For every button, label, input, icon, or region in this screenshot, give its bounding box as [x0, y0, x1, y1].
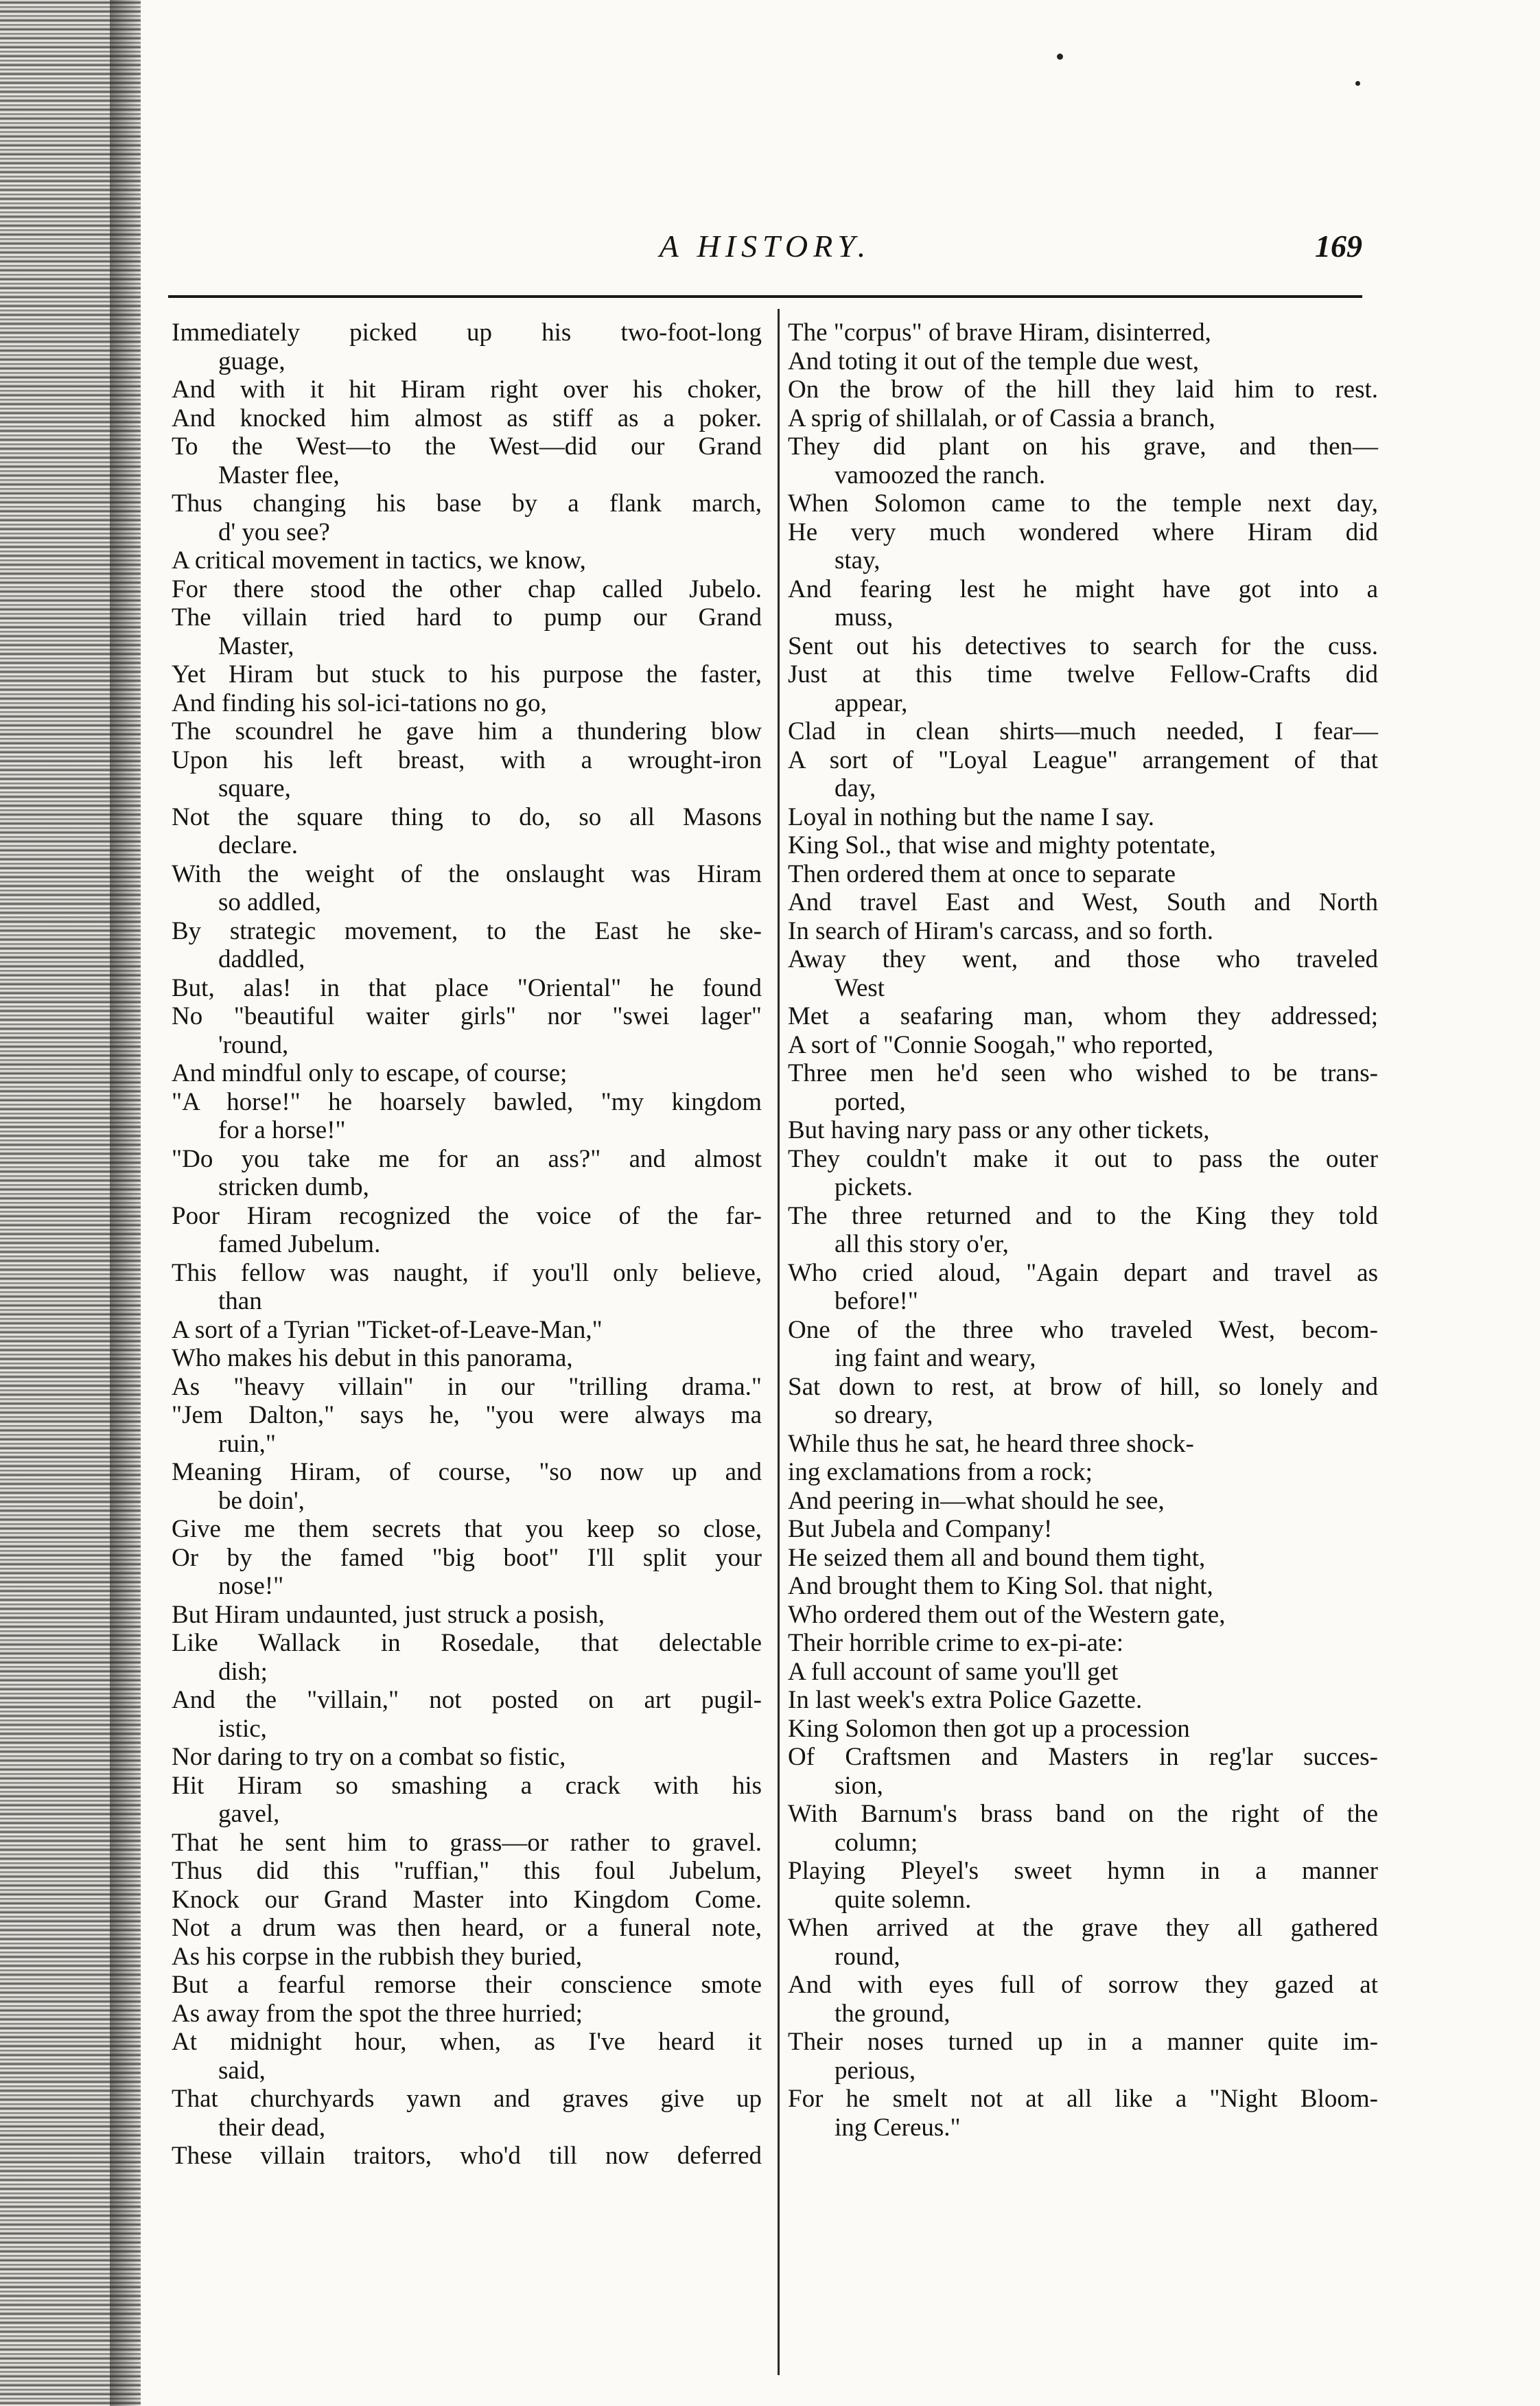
- verse-line: While thus he sat, he heard three shock-: [788, 1429, 1194, 1458]
- verse-line: At midnight hour, when, as I've heard it: [172, 2028, 762, 2056]
- verse-line: When Solomon came to the temple next day,: [788, 489, 1378, 518]
- verse-line: And mindful only to escape, of course;: [172, 1059, 568, 1087]
- verse-line: Poor Hiram recognized the voice of the far-: [172, 1201, 762, 1230]
- verse-line: Sat down to rest, at brow of hill, so lonely and: [788, 1372, 1378, 1401]
- verse-line: But Hiram undaunted, just struck a posish,: [172, 1600, 605, 1629]
- verse-line: Master flee,: [218, 461, 340, 489]
- verse-line: The villain tried hard to pump our Grand: [172, 603, 762, 632]
- page-number: 169: [1315, 229, 1362, 264]
- verse-line: For he smelt not at all like a "Night Bloom-: [788, 2085, 1378, 2113]
- verse-line: And brought them to King Sol. that night,: [788, 1572, 1213, 1600]
- verse-line: the ground,: [835, 1999, 950, 2028]
- verse-line: Nor daring to try on a combat so fistic,: [172, 1743, 566, 1771]
- verse-line: And knocked him almost as stiff as a poker.: [172, 404, 762, 432]
- verse-line: stricken dumb,: [218, 1173, 369, 1201]
- verse-line: Or by the famed "big boot" I'll split your: [172, 1543, 762, 1572]
- verse-line: Then ordered them at once to separate: [788, 859, 1176, 888]
- verse-line: column;: [835, 1828, 918, 1857]
- verse-line: Not a drum was then heard, or a funeral note,: [172, 1914, 762, 1942]
- verse-line: ruin,": [218, 1429, 276, 1458]
- verse-line: Who ordered them out of the Western gate,: [788, 1600, 1226, 1629]
- verse-line: Who cried aloud, "Again depart and travel as: [788, 1258, 1378, 1287]
- verse-line: A critical movement in tactics, we know,: [172, 546, 586, 575]
- verse-line: ing exclamations from a rock;: [788, 1458, 1093, 1486]
- verse-line: square,: [218, 774, 291, 802]
- verse-line: They did plant on his grave, and then—: [788, 432, 1378, 461]
- verse-line: This fellow was naught, if you'll only believe,: [172, 1258, 762, 1287]
- verse-line: declare.: [218, 831, 299, 859]
- verse-line: But, alas! in that place "Oriental" he found: [172, 973, 762, 1002]
- verse-line: Loyal in nothing but the name I say.: [788, 802, 1154, 831]
- verse-line: for a horse!": [218, 1116, 346, 1144]
- verse-line: For there stood the other chap called Jubelo.: [172, 575, 762, 603]
- verse-line: Meaning Hiram, of course, "so now up and: [172, 1458, 762, 1486]
- verse-line: No "beautiful waiter girls" nor "swei lager": [172, 1002, 762, 1030]
- page-header: [168, 228, 1362, 276]
- verse-line: One of the three who traveled West, becom-: [788, 1315, 1378, 1344]
- verse-line: round,: [835, 1942, 900, 1971]
- left-column: [172, 319, 762, 2171]
- verse-line: But Jubela and Company!: [788, 1515, 1053, 1543]
- verse-line: ported,: [835, 1087, 906, 1116]
- verse-line: istic,: [218, 1714, 267, 1743]
- verse-line: ing Cereus.": [835, 2113, 961, 2142]
- verse-line: Hit Hiram so smashing a crack with his: [172, 1771, 762, 1800]
- verse-line: A full account of same you'll get: [788, 1657, 1119, 1686]
- verse-line: Sent out his detectives to search for the cuss.: [788, 632, 1378, 660]
- verse-line: As "heavy villain" in our "trilling drama.": [172, 1372, 762, 1401]
- verse-line: stay,: [835, 546, 880, 575]
- column-divider: [778, 309, 780, 2375]
- verse-line: Like Wallack in Rosedale, that delectable: [172, 1629, 762, 1657]
- verse-line: vamoozed the ranch.: [835, 461, 1046, 489]
- verse-line: "A horse!" he hoarsely bawled, "my kingdom: [172, 1087, 762, 1116]
- verse-line: so addled,: [218, 888, 322, 916]
- verse-line: By strategic movement, to the East he ske-: [172, 916, 762, 945]
- verse-line: Just at this time twelve Fellow-Crafts did: [788, 660, 1378, 689]
- verse-line: And travel East and West, South and North: [788, 888, 1378, 916]
- verse-line: He very much wondered where Hiram did: [788, 518, 1378, 546]
- verse-line: pickets.: [835, 1173, 913, 1201]
- verse-line: These villain traitors, who'd till now deferred: [172, 2142, 762, 2170]
- verse-line: Clad in clean shirts—much needed, I fear—: [788, 717, 1378, 745]
- verse-line: When arrived at the grave they all gathered: [788, 1914, 1378, 1942]
- verse-line: so dreary,: [835, 1401, 933, 1429]
- verse-line: Met a seafaring man, whom they addressed;: [788, 1002, 1378, 1030]
- verse-line: quite solemn.: [835, 1885, 972, 1914]
- ink-speck: [1057, 54, 1063, 60]
- verse-line: Not the square thing to do, so all Masons: [172, 802, 762, 831]
- verse-line: With the weight of the onslaught was Hiram: [172, 859, 762, 888]
- verse-line: The "corpus" of brave Hiram, disinterred,: [788, 319, 1211, 347]
- verse-line: And finding his sol-ici-tations no go,: [172, 689, 547, 717]
- verse-line: To the West—to the West—did our Grand: [172, 432, 762, 461]
- verse-line: "Do you take me for an ass?" and almost: [172, 1144, 762, 1173]
- verse-line: But having nary pass or any other tickets,: [788, 1116, 1210, 1144]
- verse-line: And the "villain," not posted on art pugil-: [172, 1686, 762, 1714]
- verse-line: Yet Hiram but stuck to his purpose the faster,: [172, 660, 762, 689]
- ink-speck: [1355, 81, 1360, 86]
- verse-line: Immediately picked up his two-foot-long: [172, 319, 762, 347]
- verse-line: day,: [835, 774, 876, 802]
- verse-line: before!": [835, 1287, 918, 1315]
- verse-line: Thus changing his base by a flank march,: [172, 489, 762, 518]
- verse-line: Upon his left breast, with a wrought-iron: [172, 745, 762, 774]
- verse-line: Three men he'd seen who wished to be trans-: [788, 1059, 1378, 1087]
- verse-line: ing faint and weary,: [835, 1344, 1036, 1372]
- verse-line: And with it hit Hiram right over his choker,: [172, 375, 762, 404]
- verse-line: And with eyes full of sorrow they gazed at: [788, 1971, 1378, 1999]
- verse-line: A sprig of shillalah, or of Cassia a branch,: [788, 404, 1215, 432]
- verse-line: Their noses turned up in a manner quite im-: [788, 2028, 1378, 2056]
- verse-line: all this story o'er,: [835, 1230, 1009, 1258]
- verse-line: their dead,: [218, 2113, 326, 2142]
- verse-line: dish;: [218, 1657, 268, 1686]
- header-rule: [168, 295, 1362, 298]
- verse-line: And fearing lest he might have got into a: [788, 575, 1378, 603]
- verse-line: But a fearful remorse their conscience smote: [172, 1971, 762, 1999]
- verse-line: guage,: [218, 347, 285, 375]
- verse-line: famed Jubelum.: [218, 1230, 381, 1258]
- verse-line: appear,: [835, 689, 908, 717]
- verse-line: On the brow of the hill they laid him to rest.: [788, 375, 1378, 404]
- verse-line: In search of Hiram's carcass, and so forth.: [788, 916, 1214, 945]
- verse-line: 'round,: [218, 1030, 289, 1059]
- verse-line: And peering in—what should he see,: [788, 1486, 1165, 1515]
- verse-line: A sort of "Connie Soogah," who reported,: [788, 1030, 1214, 1059]
- verse-line: be doin',: [218, 1486, 305, 1515]
- verse-line: Their horrible crime to ex-pi-ate:: [788, 1629, 1124, 1657]
- verse-line: As his corpse in the rubbish they buried,: [172, 1942, 583, 1971]
- verse-line: Give me them secrets that you keep so close,: [172, 1515, 762, 1543]
- verse-line: With Barnum's brass band on the right of the: [788, 1800, 1378, 1828]
- verse-line: Away they went, and those who traveled: [788, 945, 1378, 973]
- verse-line: said,: [218, 2056, 266, 2085]
- verse-line: Of Craftsmen and Masters in reg'lar succes-: [788, 1743, 1378, 1771]
- verse-line: Master,: [218, 632, 294, 660]
- verse-line: That churchyards yawn and graves give up: [172, 2085, 762, 2113]
- verse-line: King Sol., that wise and mighty potentate,: [788, 831, 1216, 859]
- verse-line: A sort of "Loyal League" arrangement of that: [788, 745, 1378, 774]
- verse-line: King Solomon then got up a procession: [788, 1714, 1190, 1743]
- verse-line: nose!": [218, 1572, 284, 1600]
- verse-line: Who makes his debut in this panorama,: [172, 1344, 573, 1372]
- running-title: A HISTORY.: [659, 229, 872, 264]
- verse-line: And toting it out of the temple due west,: [788, 347, 1200, 375]
- verse-line: d' you see?: [218, 518, 330, 546]
- verse-line: He seized them all and bound them tight,: [788, 1543, 1206, 1572]
- verse-line: gavel,: [218, 1800, 280, 1828]
- verse-line: Knock our Grand Master into Kingdom Come.: [172, 1885, 762, 1914]
- verse-line: daddled,: [218, 945, 305, 973]
- verse-line: muss,: [835, 603, 894, 632]
- verse-line: The three returned and to the King they told: [788, 1201, 1378, 1230]
- verse-line: In last week's extra Police Gazette.: [788, 1686, 1143, 1714]
- verse-line: They couldn't make it out to pass the outer: [788, 1144, 1378, 1173]
- verse-line: The scoundrel he gave him a thundering blow: [172, 717, 762, 745]
- verse-line: West: [835, 973, 885, 1002]
- verse-line: sion,: [835, 1771, 883, 1800]
- verse-line: Thus did this "ruffian," this foul Jubelum,: [172, 1857, 762, 1885]
- verse-line: than: [218, 1287, 262, 1315]
- verse-line: That he sent him to grass—or rather to gravel.: [172, 1828, 762, 1857]
- verse-line: As away from the spot the three hurried;: [172, 1999, 583, 2028]
- verse-line: A sort of a Tyrian "Ticket-of-Leave-Man,": [172, 1315, 603, 1344]
- right-column: [788, 319, 1378, 2142]
- verse-line: "Jem Dalton," says he, "you were always ma: [172, 1401, 762, 1429]
- verse-line: Playing Pleyel's sweet hymn in a manner: [788, 1857, 1378, 1885]
- binding-shadow: [110, 0, 141, 2406]
- verse-line: perious,: [835, 2056, 916, 2085]
